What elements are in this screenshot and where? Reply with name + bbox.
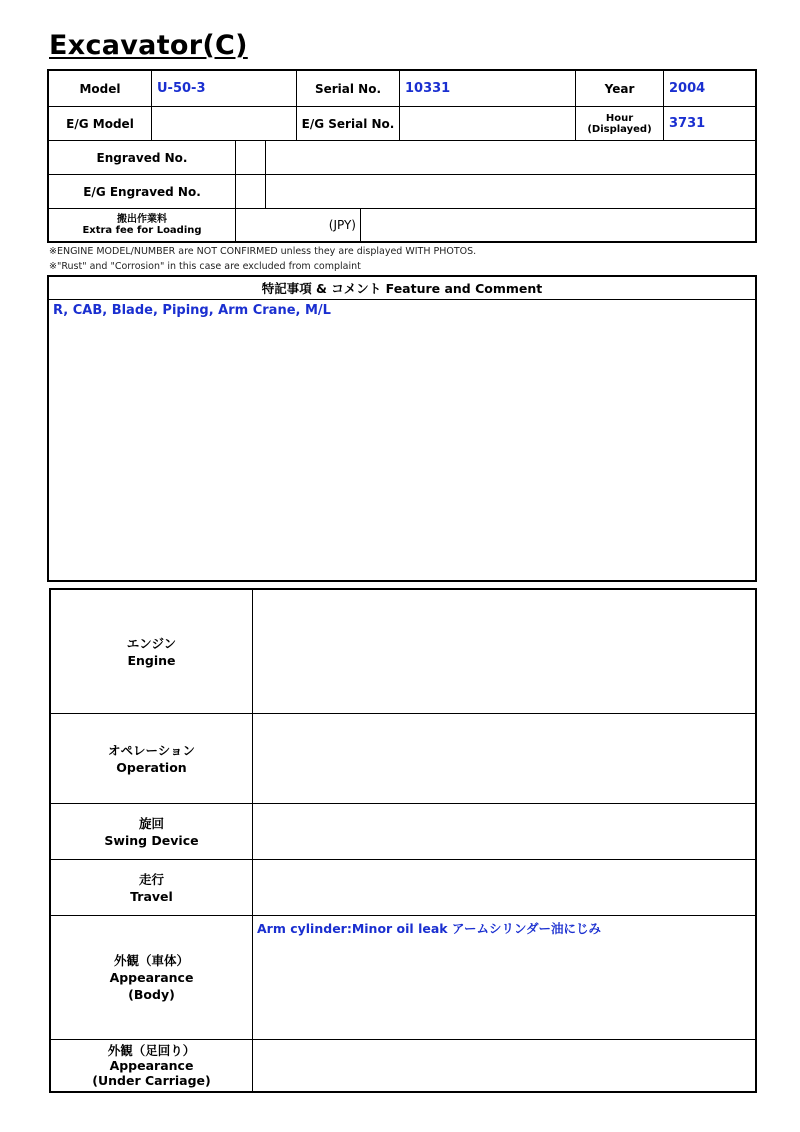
swing-label-en: Swing Device	[104, 832, 199, 848]
note-rust: ※"Rust" and "Corrosion" in this case are excluded from complaint	[49, 261, 361, 272]
operation-label	[51, 714, 253, 804]
loading-fee-unit: (JPY)	[328, 218, 356, 232]
info-table	[47, 69, 757, 243]
year-label: Year	[576, 71, 664, 107]
undercarriage-comment	[253, 1040, 755, 1091]
swing-label-jp: 旋回	[138, 815, 164, 831]
undercarriage-label-en1: Appearance	[109, 1058, 194, 1073]
model-label: Model	[49, 71, 152, 107]
body-comment	[253, 916, 755, 1040]
eg-model-label: E/G Model	[49, 107, 152, 141]
feature-box	[47, 275, 757, 582]
eg-serial-label: E/G Serial No.	[297, 107, 400, 141]
eg-model-value	[152, 107, 297, 141]
loading-fee-label	[49, 209, 236, 241]
eg-engraved-label: E/G Engraved No.	[49, 175, 236, 209]
travel-label	[51, 860, 253, 916]
hour-value: 3731	[664, 107, 755, 141]
engine-label	[51, 590, 253, 714]
body-label-en2: (Body)	[128, 987, 175, 1002]
undercarriage-label	[51, 1040, 253, 1091]
travel-label-en: Travel	[130, 888, 173, 904]
operation-label-jp: オペレーション	[107, 742, 195, 758]
hour-label-line1: Hour	[605, 112, 634, 124]
loading-fee-label-jp: 搬出作業料	[117, 214, 167, 225]
engraved-box-small	[236, 141, 266, 175]
year-value: 2004	[664, 71, 755, 107]
engine-comment	[253, 590, 755, 714]
swing-comment	[253, 804, 755, 860]
page-title: Excavator(C)	[49, 30, 248, 61]
engine-label-jp: エンジン	[126, 635, 177, 651]
body-comment-text: Arm cylinder:Minor oil leak アームシリンダー油にじみ	[257, 921, 602, 936]
note-engine: ※ENGINE MODEL/NUMBER are NOT CONFIRMED unless they are displayed WITH PHOTOS.	[49, 246, 477, 257]
travel-label-jp: 走行	[138, 871, 164, 887]
eg-engraved-box-small	[236, 175, 266, 209]
hour-label	[576, 107, 664, 141]
undercarriage-label-en2: (Under Carriage)	[92, 1073, 211, 1088]
body-label-en1: Appearance	[109, 970, 194, 985]
hour-label-line2: (Displayed)	[587, 123, 652, 135]
engraved-box	[266, 141, 755, 175]
swing-label	[51, 804, 253, 860]
undercarriage-label-jp: 外観（足回り）	[107, 1043, 196, 1058]
loading-fee-blank	[361, 209, 755, 241]
feature-text: R, CAB, Blade, Piping, Arm Crane, M/L	[53, 303, 331, 318]
serial-label: Serial No.	[297, 71, 400, 107]
engraved-label: Engraved No.	[49, 141, 236, 175]
engine-label-en: Engine	[127, 652, 176, 668]
loading-fee-label-en: Extra fee for Loading	[82, 225, 202, 236]
serial-value: 10331	[400, 71, 576, 107]
body-label	[51, 916, 253, 1040]
inspection-table	[49, 588, 757, 1093]
operation-label-en: Operation	[116, 759, 187, 775]
eg-serial-value	[400, 107, 576, 141]
travel-comment	[253, 860, 755, 916]
body-label-jp: 外観（車体）	[113, 953, 189, 968]
model-value: U-50-3	[152, 71, 297, 107]
eg-engraved-box	[266, 175, 755, 209]
feature-header: 特記事項 & コメント Feature and Comment	[49, 277, 755, 300]
loading-fee-value	[236, 209, 361, 241]
operation-comment	[253, 714, 755, 804]
